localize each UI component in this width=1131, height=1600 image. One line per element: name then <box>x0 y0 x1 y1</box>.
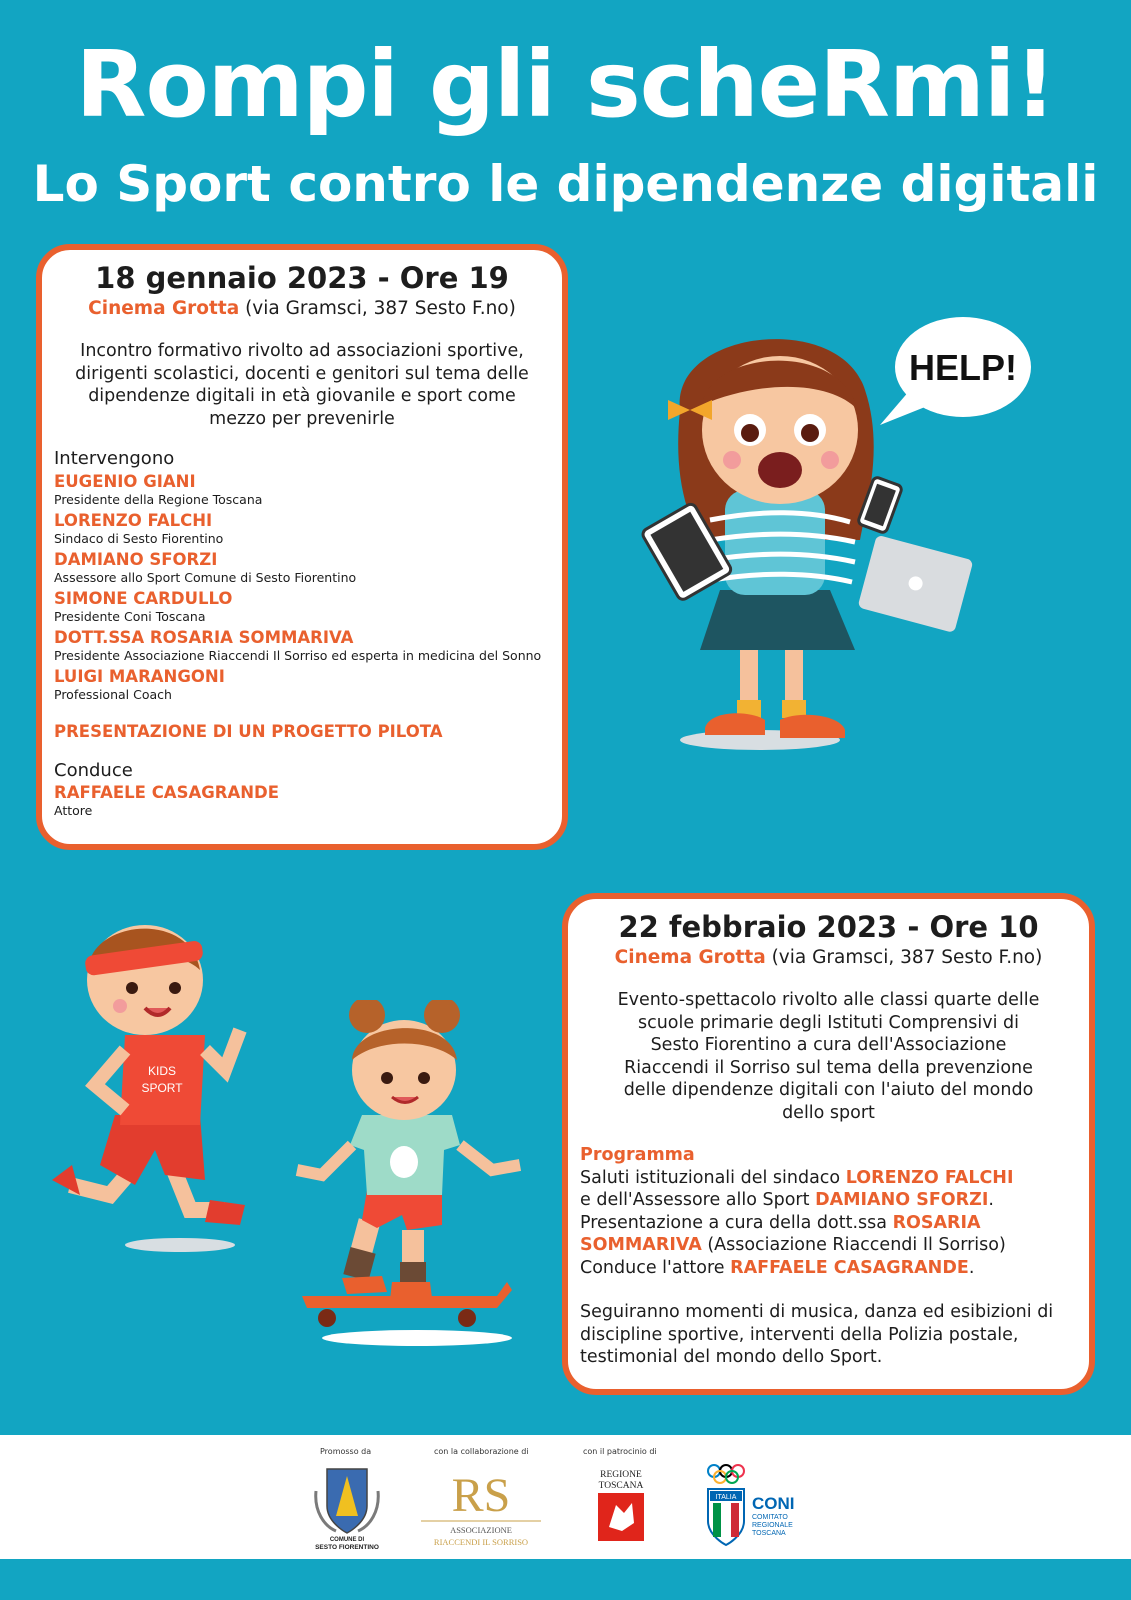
shirt-text-kids: KIDS <box>147 1064 177 1078</box>
regione-line1: REGIONE <box>600 1470 642 1480</box>
poster-subtitle: Lo Sport contro le dipendenze digitali <box>32 155 1099 213</box>
program-text: . <box>988 1190 994 1210</box>
event2-venue: Cinema Grotta <box>614 947 766 968</box>
speech-text: HELP! <box>909 347 1017 388</box>
speaker-item <box>54 627 562 664</box>
coni-sub-2: REGIONALE <box>752 1522 793 1529</box>
speaker-name: EUGENIO GIANI <box>54 472 196 491</box>
footer-logos <box>0 1435 1131 1559</box>
program-name: RAFFAELE CASAGRANDE <box>730 1257 969 1278</box>
speaker-name: DAMIANO SFORZI <box>54 550 218 569</box>
event1-speakers <box>54 448 562 819</box>
program-text: e dell'Assessore allo Sport <box>580 1190 816 1210</box>
promoted-label: Promosso da <box>320 1447 372 1456</box>
program-text: . <box>968 1257 975 1278</box>
comune-name-1: COMUNE DI <box>329 1537 365 1543</box>
coni-name: CONI <box>752 1494 795 1513</box>
skateboard-girl-illustration <box>292 1000 542 1350</box>
speaker-role: Presidente Coni Toscana <box>54 609 206 624</box>
coni-toscana-logo <box>704 1461 814 1553</box>
program-label: Programma <box>580 1145 695 1165</box>
comune-name-2: SESTO FIORENTINO <box>315 1544 379 1551</box>
riaccendi-sorriso-logo <box>416 1463 546 1551</box>
regione-line2: TOSCANA <box>598 1481 644 1491</box>
event-card-january <box>36 244 568 850</box>
speaker-item <box>54 666 562 703</box>
speaker-role: Sindaco di Sesto Fiorentino <box>54 531 224 546</box>
program-name: DAMIANO SFORZI <box>815 1190 989 1210</box>
event1-date: 18 gennaio 2023 - Ore 19 <box>95 261 509 295</box>
project-presentation: PRESENTAZIONE DI UN PROGETTO PILOTA <box>54 722 443 741</box>
girl-help-illustration <box>640 310 1040 770</box>
event1-address: (via Gramsci, 387 Sesto F.no) <box>245 298 516 319</box>
speaker-item <box>54 510 562 547</box>
poster-title: Rompi gli scheRmi! <box>75 31 1056 138</box>
speech-bubble <box>880 317 1031 425</box>
program-line <box>580 1212 1073 1257</box>
event1-description: Incontro formativo rivolto ad associazioni sportive, dirigenti scolastici, docenti e genitori sul tema delle dipendenze digitali in età giovanile e sport come mezzo per prevenirle <box>75 341 529 429</box>
event2-address: (via Gramsci, 387 Sesto F.no) <box>771 947 1043 968</box>
program-line <box>580 1167 1073 1190</box>
laptop-icon <box>857 535 973 633</box>
speaker-role: Presidente Associazione Riaccendi Il Sorriso ed esperta in medicina del Sonno <box>54 648 542 663</box>
running-boy-illustration <box>40 910 270 1260</box>
comune-sesto-logo <box>314 1461 380 1551</box>
program-closing: Seguiranno momenti di musica, danza ed esibizioni di discipline sportive, interventi della Polizia postale, testimonial del mondo dello Sport. <box>580 1302 1054 1367</box>
coni-italia: ITALIA <box>715 1494 737 1501</box>
speaker-role: Assessore allo Sport Comune di Sesto Fiorentino <box>54 570 357 585</box>
shirt-text-sport: SPORT <box>141 1081 183 1095</box>
speaker-item <box>54 471 562 508</box>
olympic-rings-icon <box>708 1465 744 1483</box>
program-text: (Associazione Riaccendi Il Sorriso) <box>701 1235 1006 1255</box>
program-text: Saluti istituzionali del sindaco <box>580 1167 846 1188</box>
speaker-item <box>54 588 562 625</box>
host-label: Conduce <box>54 760 133 781</box>
speaker-role: Professional Coach <box>54 687 172 702</box>
bottom-strip <box>0 1559 1131 1600</box>
program-name: LORENZO FALCHI <box>845 1167 1014 1188</box>
regione-toscana-logo <box>594 1465 648 1545</box>
program-line <box>580 1189 1073 1212</box>
event2-program <box>580 1144 1073 1369</box>
event1-place <box>42 296 562 322</box>
event-card-february <box>562 893 1095 1395</box>
speaker-role: Presidente della Regione Toscana <box>54 492 263 507</box>
collab-label: con la collaborazione di <box>434 1447 529 1456</box>
program-line <box>580 1257 1073 1280</box>
event2-date: 22 febbraio 2023 - Ore 10 <box>618 910 1039 944</box>
coni-sub-1: COMITATO <box>752 1514 788 1521</box>
event1-venue: Cinema Grotta <box>88 298 240 319</box>
program-text: Conduce l'attore <box>580 1257 731 1278</box>
event2-place <box>568 945 1089 971</box>
host-role: Attore <box>54 803 93 818</box>
rs-line1: ASSOCIAZIONE <box>450 1525 512 1535</box>
speaker-item <box>54 549 562 586</box>
speaker-name: LUIGI MARANGONI <box>54 667 225 686</box>
coni-sub-3: TOSCANA <box>752 1530 786 1537</box>
speakers-label: Intervengono <box>54 448 175 469</box>
rs-monogram: RS <box>451 1469 511 1522</box>
patronage-label: con il patrocinio di <box>583 1447 657 1456</box>
speaker-name: SIMONE CARDULLO <box>54 589 233 608</box>
rs-line2: RIACCENDI IL SORRISO <box>433 1537 529 1547</box>
speaker-name: DOTT.SSA ROSARIA SOMMARIVA <box>54 628 354 647</box>
program-name: ROSARIA SOMMARIVA <box>580 1212 981 1255</box>
host-name: RAFFAELE CASAGRANDE <box>54 783 280 802</box>
program-text: Presentazione a cura della dott.ssa <box>580 1212 893 1233</box>
speaker-name: LORENZO FALCHI <box>54 511 213 530</box>
event2-description: Evento-spettacolo rivolto alle classi quarte delle scuole primarie degli Istituti Comprensivi di Sesto Fiorentino a cura dell'Associazione Riaccendi il Sorriso sul tema della prevenzione delle dipendenze digitali con l'aiuto del mondo dello sport <box>617 990 1040 1123</box>
